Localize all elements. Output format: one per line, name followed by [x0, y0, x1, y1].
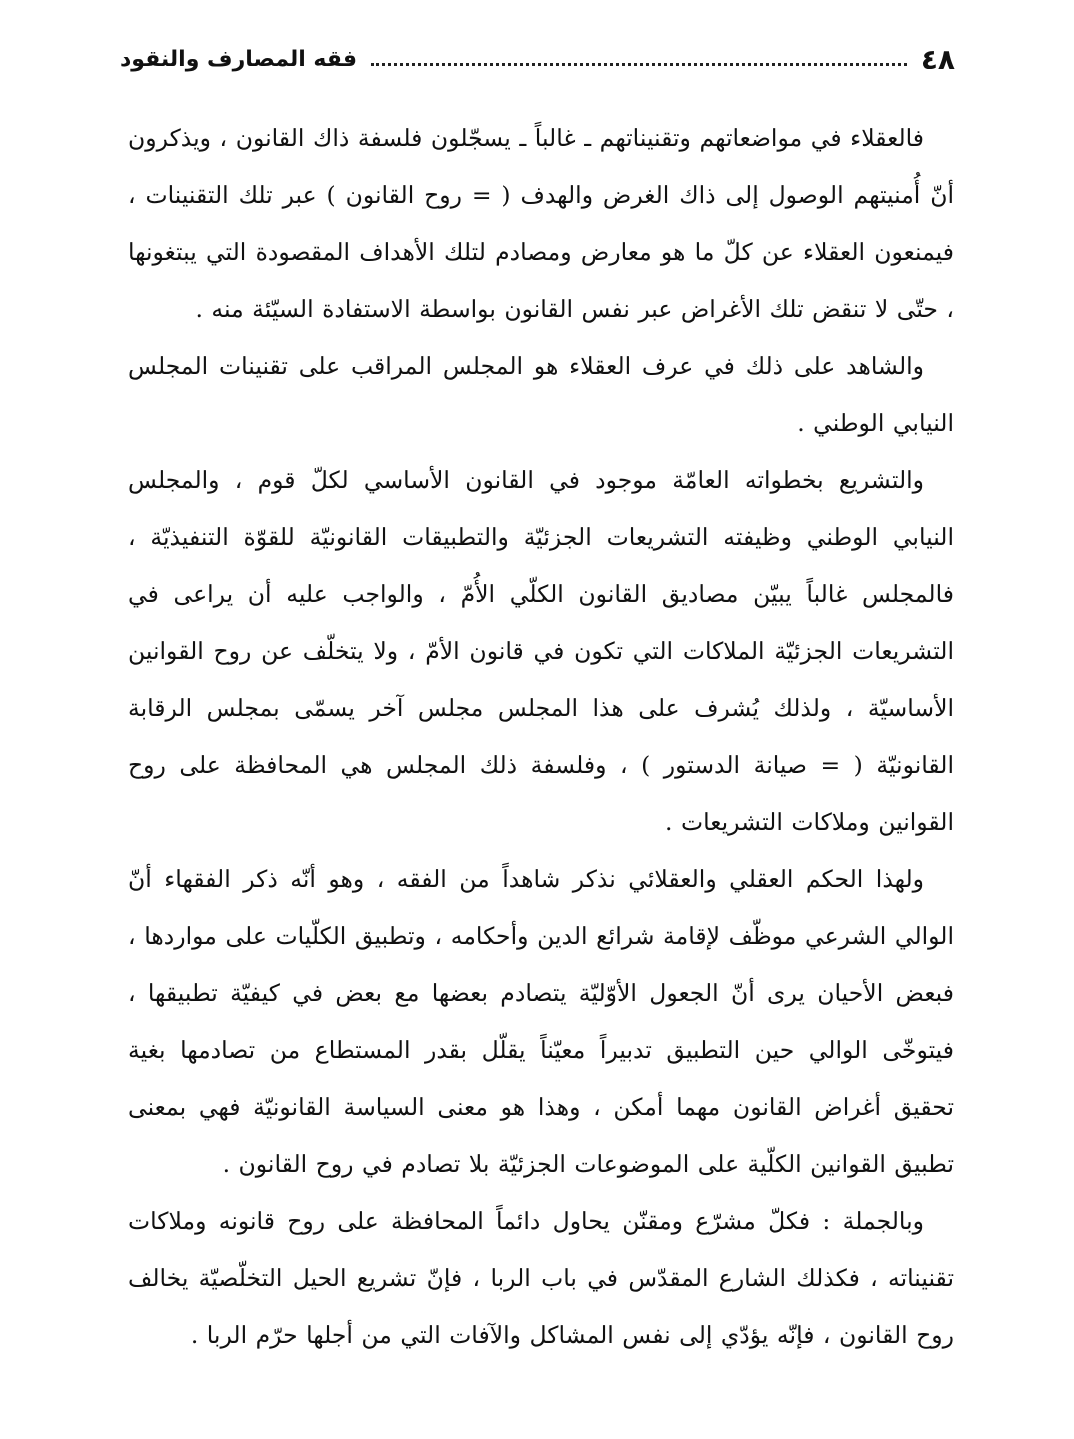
paragraph-philosophy-of-law: فالعقلاء في مواضعاتهم وتقنيناتهم ـ غالباً ـ يسجّلون فلسفة ذاك القانون ، ويذكرون أنّ أُمنيتهم الوصول إلى ذاك الغرض والهدف ( = روح القانون ) عبر تلك التقنينات ، فيمنعون العقلاء عن كلّ ما هو معارض ومصادم لتلك الأهداف المقصودة التي يبتغونها ، حتّى لا تنقض تلك الأغراض عبر نفس القانون بواسطة الاستفادة السيّئة منه .	[128, 124, 954, 323]
page-number: ٤٨	[920, 43, 955, 76]
header-dot-leader	[371, 63, 907, 66]
book-title: فقه المصارف والنقود	[120, 47, 357, 72]
paragraph-conclusion-riba: وبالجملة : فكلّ مشرّع ومقنّن يحاول دائماً المحافظة على روح قانونه وملاكات تقنيناته ، فكذلك الشارع المقدّس في باب الربا ، فإنّ تشريع الحيل التخلّصيّة يخالف روح القانون ، فإنّه يؤدّي إلى نفس المشاكل والآفات التي من أجلها حرّم الربا .	[128, 1207, 954, 1349]
paragraph-legislation-steps: والتشريع بخطواته العامّة موجود في القانون الأساسي لكلّ قوم ، والمجلس النيابي الوطني وظيفته التشريعات الجزئيّة والتطبيقات القانونيّة للقوّة التنفيذيّة ، فالمجلس غالباً يبيّن مصاديق القانون الكلّي الأُمّ ، والواجب عليه أن يراعى في التشريعات الجزئيّة الملاكات التي تكون في قانون الأمّ ، ولا يتخلّف عن روح القوانين الأساسيّة ، ولذلك يُشرف على هذا المجلس مجلس آخر يسمّى بمجلس الرقابة القانونيّة ( = صيانة الدستور ) ، وفلسفة ذلك المجلس هي المحافظة على روح القوانين وملاكات التشريعات .	[128, 466, 954, 836]
running-header	[120, 40, 955, 80]
body-text	[128, 110, 954, 1364]
paragraph-jurisprudence-witness: ولهذا الحكم العقلي والعقلائي نذكر شاهداً من الفقه ، وهو أنّه ذكر الفقهاء أنّ الوالي الشرعي موظّف لإقامة شرائع الدين وأحكامه ، وتطبيق الكلّيات على مواردها ، فبعض الأحيان يرى أنّ الجعول الأوّليّة يتصادم بعضها مع بعض في كيفيّة تطبيقها ، فيتوخّى الوالي حين التطبيق تدبيراً معيّناً يقلّل بقدر المستطاع من تصادمها بغية تحقيق أغراض القانون مهما أمكن ، وهذا هو معنى السياسة القانونيّة فهي بمعنى تطبيق القوانين الكلّية على الموضوعات الجزئيّة بلا تصادم في روح القانون .	[128, 865, 954, 1178]
paragraph-parliament-witness: والشاهد على ذلك في عرف العقلاء هو المجلس المراقب على تقنينات المجلس النيابي الوطني .	[128, 352, 954, 437]
